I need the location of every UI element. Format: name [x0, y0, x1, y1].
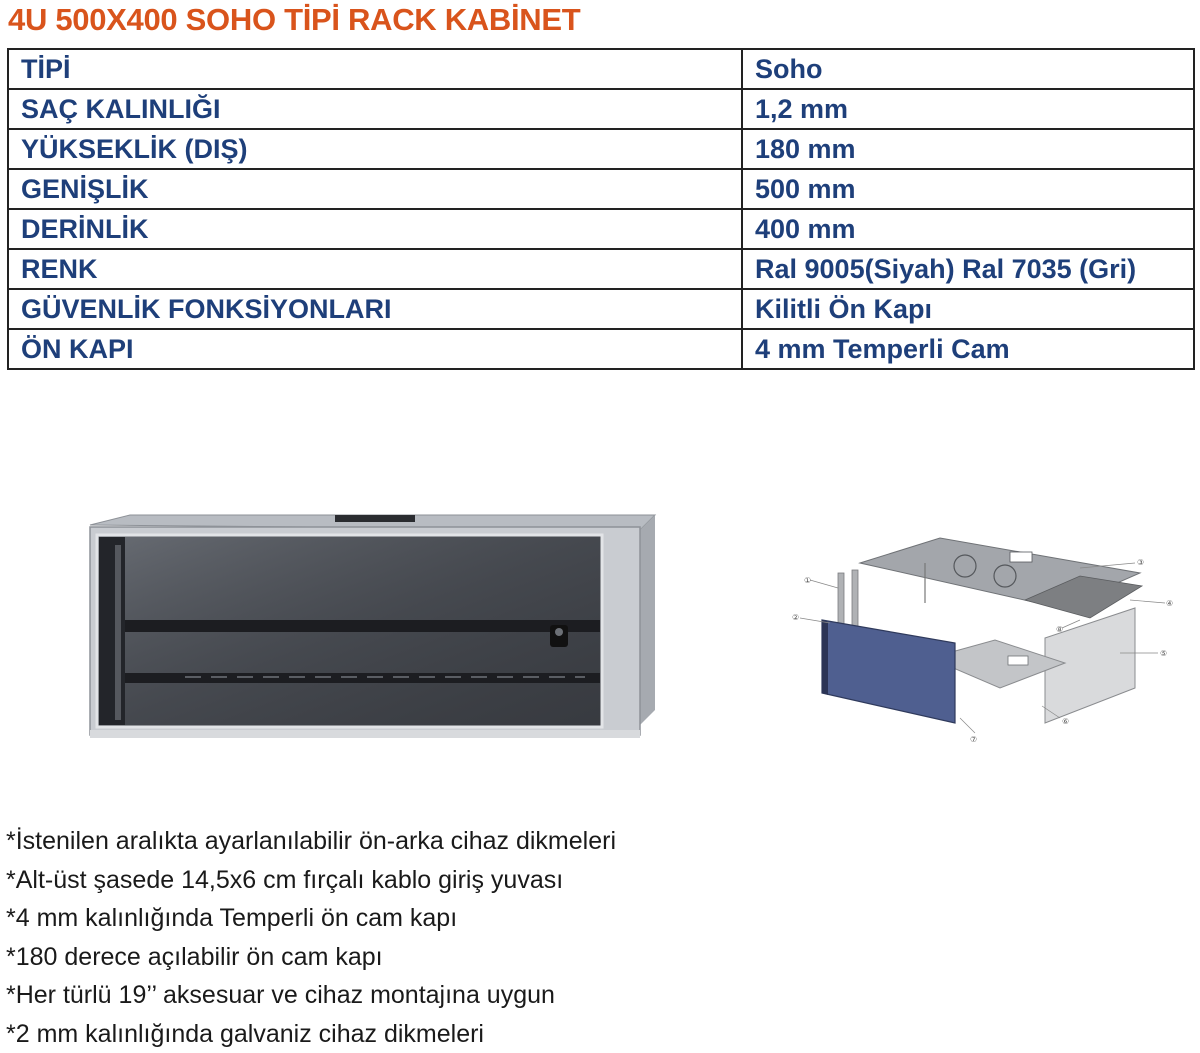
callout-3: ③ [1137, 558, 1144, 567]
feature-item: *İstenilen aralıkta ayarlanılabilir ön-arka cihaz dikmeleri [6, 822, 616, 861]
spec-key: GENİŞLİK [8, 169, 742, 209]
feature-item: *Alt-üst şasede 14,5x6 cm fırçalı kablo giriş yuvası [6, 861, 616, 900]
spec-key: SAÇ KALINLIĞI [8, 89, 742, 129]
feature-item: *4 mm kalınlığında Temperli ön cam kapı [6, 899, 616, 938]
spec-key: ÖN KAPI [8, 329, 742, 369]
feature-item: *180 derece açılabilir ön cam kapı [6, 938, 616, 977]
callout-8: ⑧ [1056, 625, 1063, 634]
spec-key: TİPİ [8, 49, 742, 89]
spec-value: 4 mm Temperli Cam [742, 329, 1194, 369]
callout-4: ④ [1166, 599, 1173, 608]
spec-key: DERİNLİK [8, 209, 742, 249]
spec-key: YÜKSEKLİK (DIŞ) [8, 129, 742, 169]
document-title: 4U 500X400 SOHO TİPİ RACK KABİNET [8, 2, 580, 38]
table-row [8, 329, 1194, 369]
feature-item: *2 mm kalınlığında galvaniz cihaz dikmeleri [6, 1015, 616, 1053]
callout-2: ② [792, 613, 799, 622]
exploded-diagram [780, 528, 1180, 753]
spec-value: 400 mm [742, 209, 1194, 249]
table-row [8, 249, 1194, 289]
table-row [8, 169, 1194, 209]
spec-value: 180 mm [742, 129, 1194, 169]
table-row [8, 89, 1194, 129]
callout-1: ① [804, 576, 811, 585]
spec-value: Soho [742, 49, 1194, 89]
callout-6: ⑥ [1062, 717, 1069, 726]
spec-key: RENK [8, 249, 742, 289]
spec-value: Ral 9005(Siyah) Ral 7035 (Gri) [742, 249, 1194, 289]
callout-7: ⑦ [970, 735, 977, 744]
table-row [8, 129, 1194, 169]
table-row [8, 49, 1194, 89]
cabinet-photo [85, 505, 660, 745]
table-row [8, 289, 1194, 329]
spec-value: 500 mm [742, 169, 1194, 209]
feature-item: *Her türlü 19’’ aksesuar ve cihaz montajına uygun [6, 976, 616, 1015]
spec-key: GÜVENLİK FONKSİYONLARI [8, 289, 742, 329]
callout-5: ⑤ [1160, 649, 1167, 658]
spec-value: Kilitli Ön Kapı [742, 289, 1194, 329]
spec-table [7, 48, 1195, 370]
table-row [8, 209, 1194, 249]
feature-list [6, 822, 616, 1053]
spec-value: 1,2 mm [742, 89, 1194, 129]
